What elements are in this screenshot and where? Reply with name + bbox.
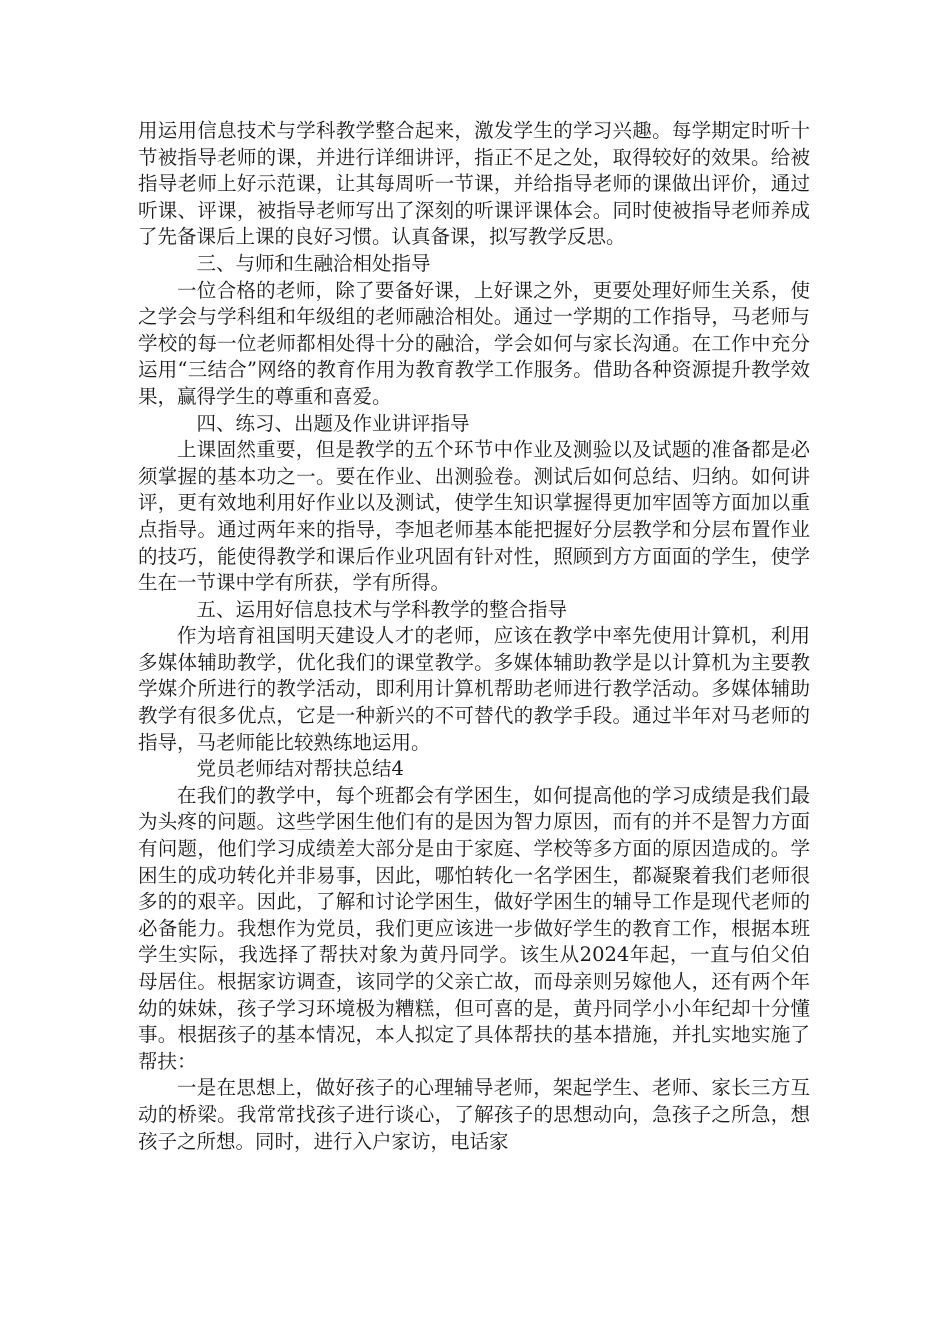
section-heading: 三、与师和生融洽相处指导: [196, 251, 431, 275]
body-paragraph: 一是在思想上，做好孩子的心理辅导老师，架起学生、老师、家长三方互动的桥梁。我常常找孩子进行谈心，了解孩子的思想动向，急孩子之所急，想孩子之所想。同时，进行入户家访，电话家: [138, 1076, 810, 1153]
body-paragraph: 一位合格的老师，除了要备好课，上好课之外，更要处理好师生关系，使之学会与学科组和年级组的老师融洽相处。通过一学期的工作指导，马老师与学校的每一位老师都相处得十分的融洽，学会如何与家长沟通。在工作中充分运用“三结合”网络的教育作用为教育教学工作服务。借助各种资源提升教学效果，赢得学生的尊重和喜爱。: [138, 278, 810, 408]
document-page: [138, 118, 810, 1155]
body-paragraph: 用运用信息技术与学科教学整合起来，激发学生的学习兴趣。每学期定时听十节被指导老师的课，并进行详细讲评，指正不足之处，取得较好的效果。给被指导老师上好示范课，让其每周听一节课，并给指导老师的课做出评价，通过听课、评课，被指导老师写出了深刻的听课评课体会。同时使被指导老师养成了先备课后上课的良好习惯。认真备课，拟写教学反思。: [138, 119, 810, 249]
section-heading: 党员老师结对帮扶总结4: [196, 757, 404, 781]
body-paragraph: 作为培育祖国明天建设人才的老师，应该在教学中率先使用计算机，利用多媒体辅助教学，优化我们的课堂教学。多媒体辅助教学是以计算机为主要教学媒介所进行的教学活动，即利用计算机帮助老师进行教学活动。多媒体辅助教学有很多优点，它是一种新兴的不可替代的教学手段。通过半年对马老师的指导，马老师能比较熟练地运用。: [138, 624, 810, 754]
section-heading: 五、运用好信息技术与学科教学的整合指导: [196, 597, 568, 621]
body-paragraph: 在我们的教学中，每个班都会有学困生，如何提高他的学习成绩是我们最为头疼的问题。这些学困生他们有的是因为智力原因，而有的并不是智力方面有问题，他们学习成绩差大部分是由于家庭、学校等多方面的原因造成的。学困生的成功转化并非易事，因此，哪怕转化一名学困生，都凝聚着我们老师很多的的艰辛。因此，了解和讨论学困生，做好学困生的辅导工作是现代老师的必备能力。我想作为党员，我们更应该进一步做好学生的教育工作，根据本班学生实际，我选择了帮扶对象为黄丹同学。该生从2024年起，一直与伯父伯母居住。根据家访调查，该同学的父亲亡故，而母亲则另嫁他人，还有两个年幼的妹妹，孩子学习环境极为糟糕，但可喜的是，黄丹同学小小年纪却十分懂事。根据孩子的基本情况，本人拟定了具体帮扶的基本措施，并扎实地实施了帮扶：: [138, 783, 810, 1073]
section-heading: 四、练习、出题及作业讲评指导: [196, 411, 470, 435]
body-paragraph: 上课固然重要，但是教学的五个环节中作业及测验以及试题的准备都是必须掌握的基本功之一。要在作业、出测验卷。测试后如何总结、归纳。如何讲评，更有效地利用好作业以及测试，使学生知识掌握得更加牢固等方面加以重点指导。通过两年来的指导，李旭老师基本能把握好分层教学和分层布置作业的技巧，能使得教学和课后作业巩固有针对性，照顾到方方面面的学生，使学生在一节课中学有所获，学有所得。: [138, 438, 810, 595]
